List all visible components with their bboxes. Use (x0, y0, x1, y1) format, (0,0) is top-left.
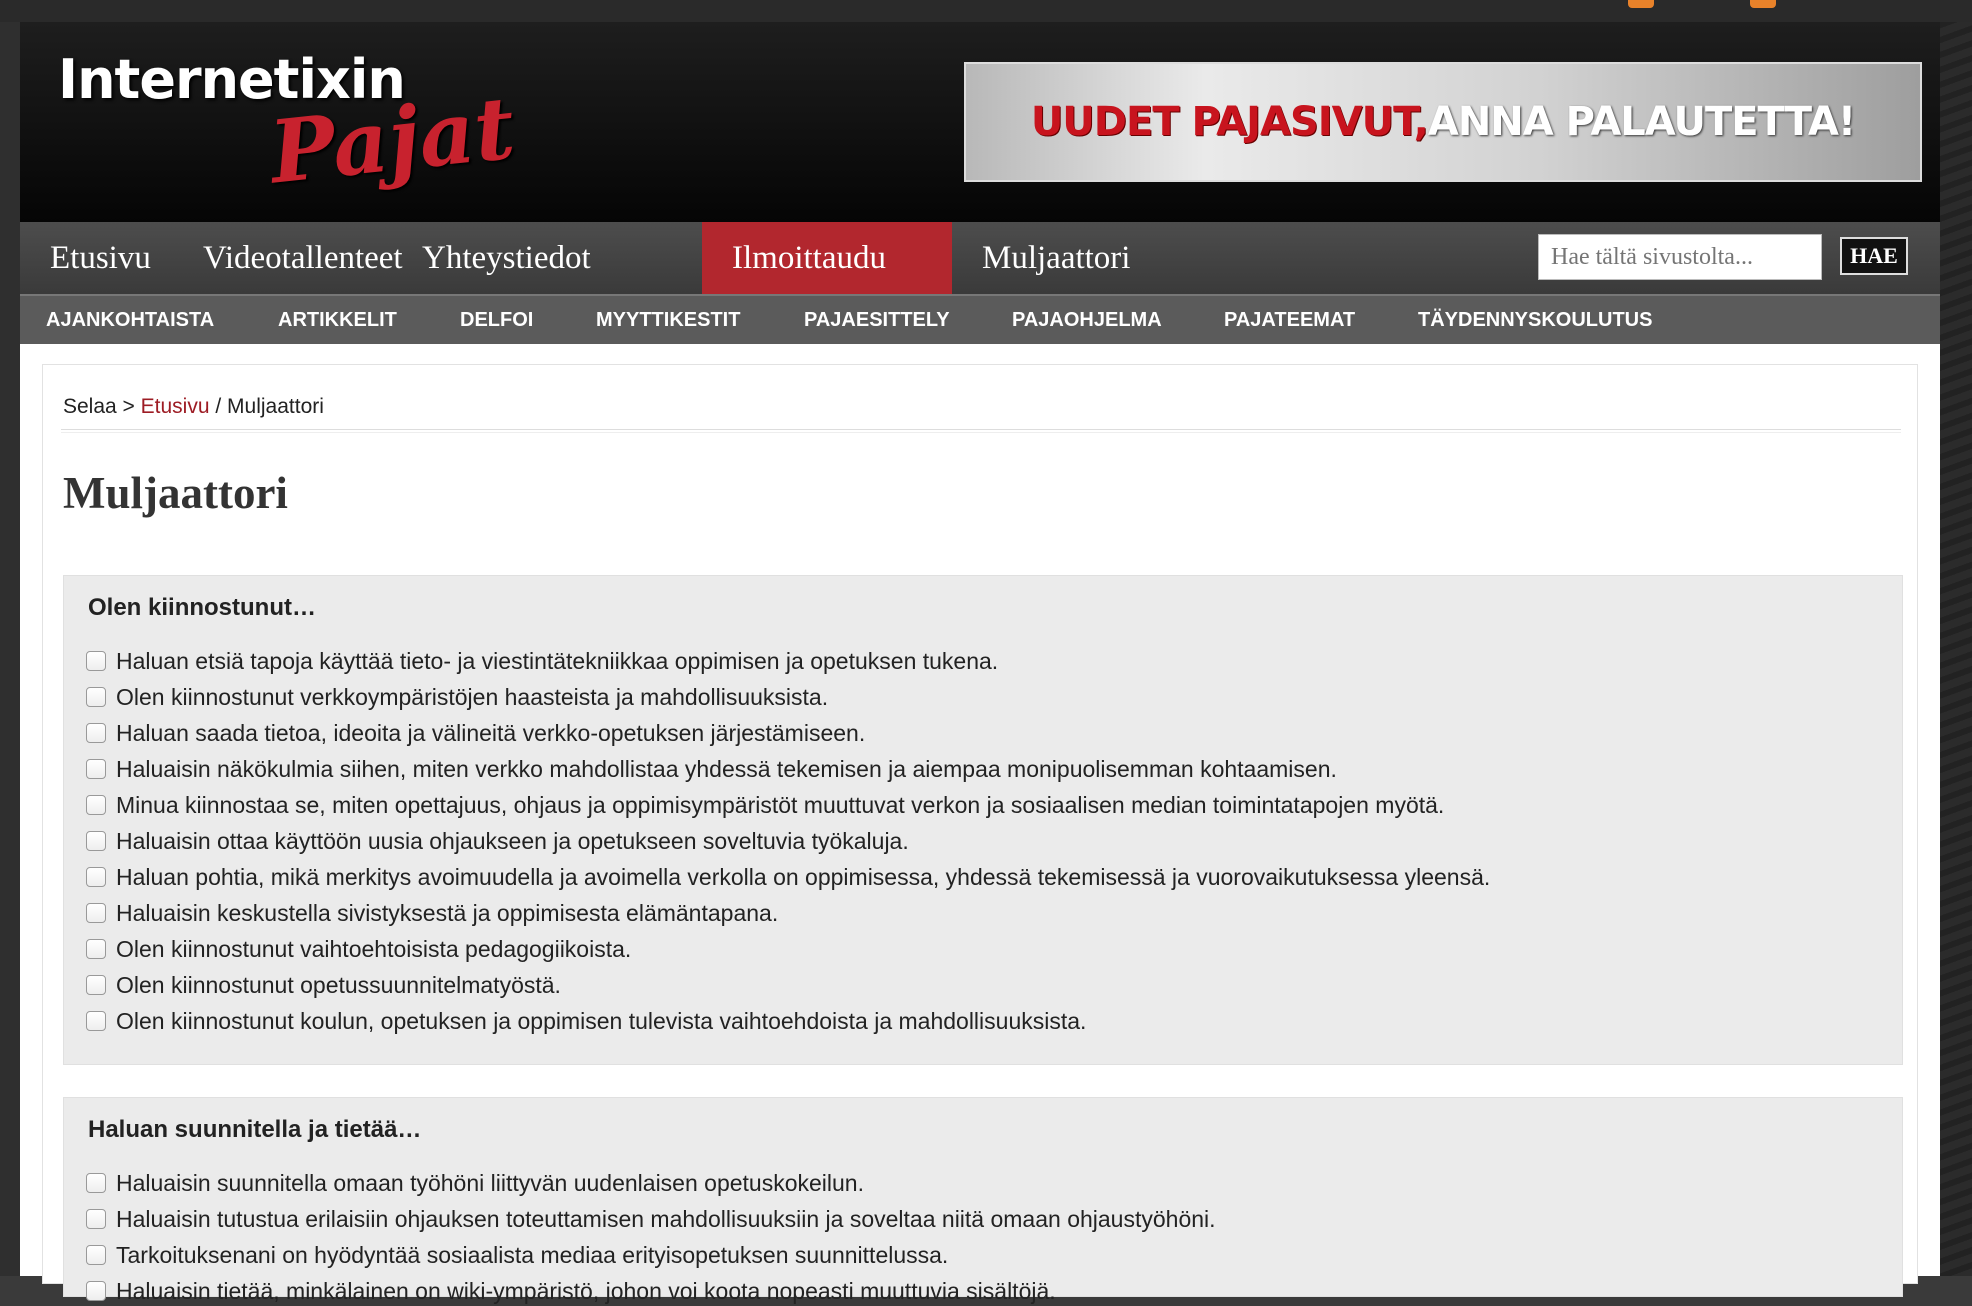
page-background-left (0, 22, 20, 1276)
checkbox[interactable] (86, 1173, 106, 1193)
checkbox[interactable] (86, 903, 106, 923)
nav-item-etusivu[interactable]: Etusivu (50, 240, 151, 276)
option-label: Haluaisin tietää, minkälainen on wiki-ympäristö, johon voi koota nopeasti muuttuvia sisältöjä. (116, 1277, 1056, 1304)
subnav-item-delfoi[interactable]: DELFOI (460, 309, 534, 331)
option-row[interactable] (86, 1276, 1056, 1306)
checkbox[interactable] (86, 1245, 106, 1265)
breadcrumb-current: / Muljaattori (215, 395, 324, 418)
feedback-banner[interactable] (964, 62, 1922, 182)
page-title: Muljaattori (63, 468, 288, 518)
option-row[interactable] (86, 790, 1444, 820)
subnav-item-pajateemat[interactable]: PAJATEEMAT (1224, 309, 1356, 331)
option-row[interactable] (86, 1168, 864, 1198)
checkbox[interactable] (86, 1281, 106, 1301)
nav-item-videotallenteet[interactable]: Videotallenteet (203, 240, 403, 276)
breadcrumb-divider (61, 429, 1901, 433)
checkbox[interactable] (86, 795, 106, 815)
sub-nav (20, 294, 1940, 344)
checkbox[interactable] (86, 759, 106, 779)
rss-icon[interactable] (1750, 0, 1776, 8)
subnav-item-artikkelit[interactable]: ARTIKKELIT (278, 309, 397, 331)
option-row[interactable] (86, 862, 1490, 892)
subnav-item-pajaohjelma[interactable]: PAJAOHJELMA (1012, 309, 1162, 331)
subnav-item-ajankohtaista[interactable]: AJANKOHTAISTA (46, 309, 215, 331)
site-header (20, 22, 1940, 222)
page-frame (20, 22, 1940, 1304)
checkbox[interactable] (86, 1011, 106, 1031)
option-label: Olen kiinnostunut opetussuunnitelmatyöstä. (116, 971, 561, 998)
option-row[interactable] (86, 826, 909, 856)
option-row[interactable] (86, 646, 998, 676)
option-row[interactable] (86, 934, 631, 964)
subnav-item-myyttikestit[interactable]: MYYTTIKESTIT (596, 309, 741, 331)
checkbox[interactable] (86, 651, 106, 671)
checkbox[interactable] (86, 1209, 106, 1229)
option-row[interactable] (86, 718, 865, 748)
option-label: Haluaisin ottaa käyttöön uusia ohjaukseen ja opetukseen soveltuvia työkaluja. (116, 827, 909, 854)
top-strip (0, 0, 1972, 22)
search-button[interactable]: HAE (1840, 237, 1908, 275)
nav-item-ilmoittaudu[interactable]: Ilmoittaudu (702, 222, 952, 294)
option-row[interactable] (86, 898, 778, 928)
subnav-item-pajaesittely[interactable]: PAJAESITTELY (804, 309, 950, 331)
option-label: Haluaisin suunnitella omaan työhöni liittyvän uudenlaisen opetuskokeilun. (116, 1169, 864, 1196)
checkbox[interactable] (86, 867, 106, 887)
option-label: Haluaisin tutustua erilaisiin ohjauksen toteuttamisen mahdollisuuksiin ja soveltaa niitä omaan ohjaustyöhöni. (116, 1205, 1216, 1232)
option-row[interactable] (86, 682, 828, 712)
page-background-right (1940, 22, 1972, 1276)
option-label: Tarkoituksenani on hyödyntää sosiaalista mediaa erityisopetuksen suunnittelussa. (116, 1241, 949, 1268)
interest-group (63, 575, 1903, 1065)
banner-white-text: ANNA PALAUTETTA! (1427, 99, 1856, 145)
option-row[interactable] (86, 970, 561, 1000)
checkbox[interactable] (86, 975, 106, 995)
option-row[interactable] (86, 1006, 1086, 1036)
planning-group (63, 1097, 1903, 1304)
option-row[interactable] (86, 1240, 948, 1270)
rss-icon[interactable] (1628, 0, 1654, 8)
nav-item-yhteystiedot[interactable]: Yhteystiedot (422, 240, 591, 276)
checkbox[interactable] (86, 723, 106, 743)
breadcrumb-link-etusivu[interactable]: Etusivu (140, 395, 210, 418)
checkbox[interactable] (86, 939, 106, 959)
option-label: Minua kiinnostaa se, miten opettajuus, ohjaus ja oppimisympäristöt muuttuvat verkon ja sosiaalisen median toimintatapojen myötä. (116, 791, 1445, 818)
group-title: Olen kiinnostunut… (88, 594, 316, 621)
breadcrumb-prefix: Selaa > (63, 395, 135, 418)
option-label: Haluan etsiä tapoja käyttää tieto- ja viestintätekniikkaa oppimisen ja opetuksen tukena. (116, 647, 999, 674)
checkbox[interactable] (86, 831, 106, 851)
breadcrumb (63, 395, 324, 419)
logo-script-text: Pajat (265, 77, 520, 204)
option-row[interactable] (86, 754, 1337, 784)
option-row[interactable] (86, 1204, 1216, 1234)
group-title: Haluan suunnitella ja tietää… (88, 1116, 422, 1143)
content-area (42, 364, 1918, 1304)
nav-item-muljaattori[interactable]: Muljaattori (982, 240, 1131, 276)
logo-text: Internetixin (58, 48, 405, 111)
option-label: Haluan saada tietoa, ideoita ja välineitä verkko-opetuksen järjestämiseen. (116, 719, 866, 746)
main-nav (20, 222, 1940, 294)
subnav-item-taydennyskoulutus[interactable]: TÄYDENNYSKOULUTUS (1418, 309, 1653, 331)
option-label: Haluaisin näkökulmia siihen, miten verkko mahdollistaa yhdessä tekemisen ja aiempaa monipuolisemman kohtaamisen. (116, 755, 1337, 782)
option-label: Haluan pohtia, mikä merkitys avoimuudella ja avoimella verkolla on oppimisessa, yhdessä tekemisessä ja vuorovaikutuksessa yleensä. (116, 863, 1491, 890)
option-label: Haluaisin keskustella sivistyksestä ja oppimisesta elämäntapana. (116, 899, 779, 926)
option-label: Olen kiinnostunut verkkoympäristöjen haasteista ja mahdollisuuksista. (116, 683, 829, 710)
checkbox[interactable] (86, 687, 106, 707)
search-input[interactable] (1538, 234, 1822, 280)
option-label: Olen kiinnostunut koulun, opetuksen ja oppimisen tulevista vaihtoehdoista ja mahdollisuuksista. (116, 1007, 1087, 1034)
option-label: Olen kiinnostunut vaihtoehtoisista pedagogiikoista. (116, 935, 632, 962)
banner-red-text: UUDET PAJASIVUT, (1030, 99, 1428, 145)
